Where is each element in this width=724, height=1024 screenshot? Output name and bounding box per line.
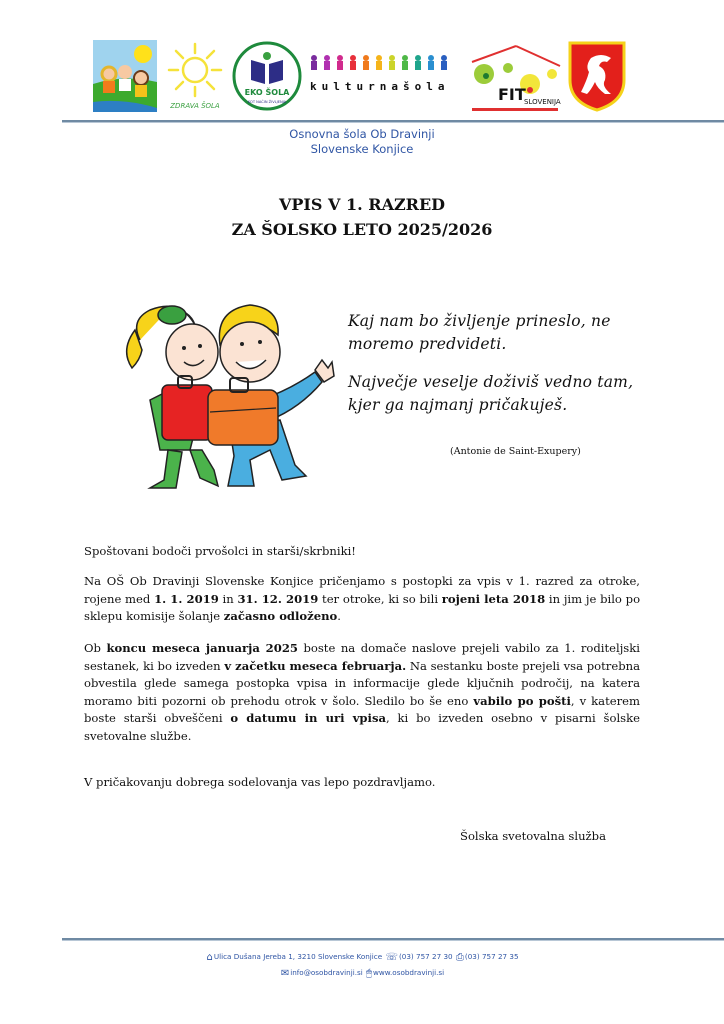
p1-date-end: 31. 12. 2019	[237, 591, 319, 606]
footer-line-1	[0, 950, 724, 965]
fit-slovenija-logo	[468, 40, 564, 112]
mouse-icon: 🖱	[366, 968, 373, 979]
school-name	[0, 127, 724, 157]
fax-icon: ⎙	[455, 952, 464, 963]
quote-paragraph-2: Največje veselje doživiš vedno tam, kjer ga najmanj pričakuješ.	[348, 373, 634, 414]
quote	[348, 310, 668, 417]
paragraph-enrollment	[84, 573, 640, 626]
footer-phone: (03) 757 27 30	[398, 952, 453, 961]
p1-text: in	[218, 591, 238, 606]
coat-of-arms-logo	[567, 40, 627, 112]
greeting: Spoštovani bodoči prvošolci in starši/skrbniki!	[84, 544, 356, 558]
p1-text: ter otroke, ki so bili	[318, 591, 442, 606]
children-with-backpacks-illustration	[110, 290, 335, 495]
p2-text: , ki bo izveden osebno v pisarni šolske svetovalne službe.	[84, 711, 640, 743]
footer-email-link[interactable]: info@osobdravinji.si	[290, 968, 363, 977]
svg-text:kulturnašola: kulturnašola	[310, 80, 450, 93]
header-divider	[62, 120, 724, 123]
p1-text: Na OŠ Ob Dravinji Slovenske Konjice pričenjamo s postopki za vpis v 1. razred za otroke, rojene med	[84, 574, 640, 606]
signature: Šolska svetovalna služba	[460, 829, 607, 843]
footer-website-link[interactable]: www.osobdravinji.si	[373, 968, 445, 977]
footer-line-2	[0, 966, 724, 981]
p1-date-start: 1. 1. 2019	[154, 591, 219, 606]
p2-text: Na sestanku boste prejeli vsa potrebna obvestila glede samega postopka vpisa in informacije glede ključnih področij, na katera moramo biti pozorni ob prehodu otrok v šolo. Sledilo bo še eno	[84, 658, 640, 708]
svg-text:KOT NAČIN ŽIVLJENJA: KOT NAČIN ŽIVLJENJA	[247, 100, 287, 104]
p1-born-2018: rojeni leta 2018	[441, 591, 546, 606]
p1-text: in jim je bilo po sklepu komisije šolanje	[84, 591, 641, 624]
p1-postponed: začasno odloženo	[223, 609, 338, 624]
p2-text: , v katerem boste starši obveščeni	[84, 693, 640, 726]
quote-paragraph-1: Kaj nam bo življenje prineslo, ne moremo predvideti.	[348, 312, 611, 353]
zdrava-sola-text: ZDRAVA ŠOLA	[170, 102, 220, 110]
kulturna-sola-logo	[308, 40, 466, 112]
p1-text: .	[337, 609, 341, 624]
p2-text: boste na domače naslove prejeli vabilo za 1. roditeljski sestanek, ki bo izveden	[84, 641, 640, 673]
footer-divider	[62, 938, 724, 941]
eko-sola-logo	[231, 40, 303, 112]
p2-end-january: koncu meseca januarja 2025	[106, 641, 298, 655]
svg-text:FIT: FIT	[498, 85, 526, 104]
home-icon: ⌂	[206, 952, 213, 963]
school-name-line1: Osnovna šola Ob Dravinji	[289, 127, 435, 141]
svg-text:SLOVENIJA: SLOVENIJA	[524, 98, 561, 106]
svg-text:EKO ŠOLA: EKO ŠOLA	[244, 88, 290, 97]
phone-icon: ☏	[385, 952, 398, 963]
paragraph-meeting	[84, 640, 640, 746]
p2-early-february: v začetku meseca februarja.	[224, 658, 407, 673]
footer-fax: (03) 757 27 35	[464, 952, 519, 961]
p2-mail-invitation: vabilo po pošti	[473, 693, 571, 708]
page-title	[0, 192, 724, 242]
title-line1: VPIS V 1. RAZRED	[278, 195, 446, 214]
envelope-icon: ✉	[280, 968, 290, 979]
school-name-line2: Slovenske Konjice	[310, 142, 414, 156]
footer-address: Ulica Dušana Jereba 1, 3210 Slovenske Konjice	[213, 952, 383, 961]
quote-author: (Antonie de Saint-Exupery)	[450, 446, 581, 457]
p2-text: Ob	[84, 641, 107, 655]
zdrava-sola-logo	[162, 40, 228, 112]
closing: V pričakovanju dobrega sodelovanja vas lepo pozdravljamo.	[84, 775, 436, 789]
p2-date-time: o datumu in uri vpisa	[230, 711, 386, 726]
children-logo	[93, 40, 157, 112]
title-line2: ZA ŠOLSKO LETO 2025/2026	[231, 220, 493, 239]
